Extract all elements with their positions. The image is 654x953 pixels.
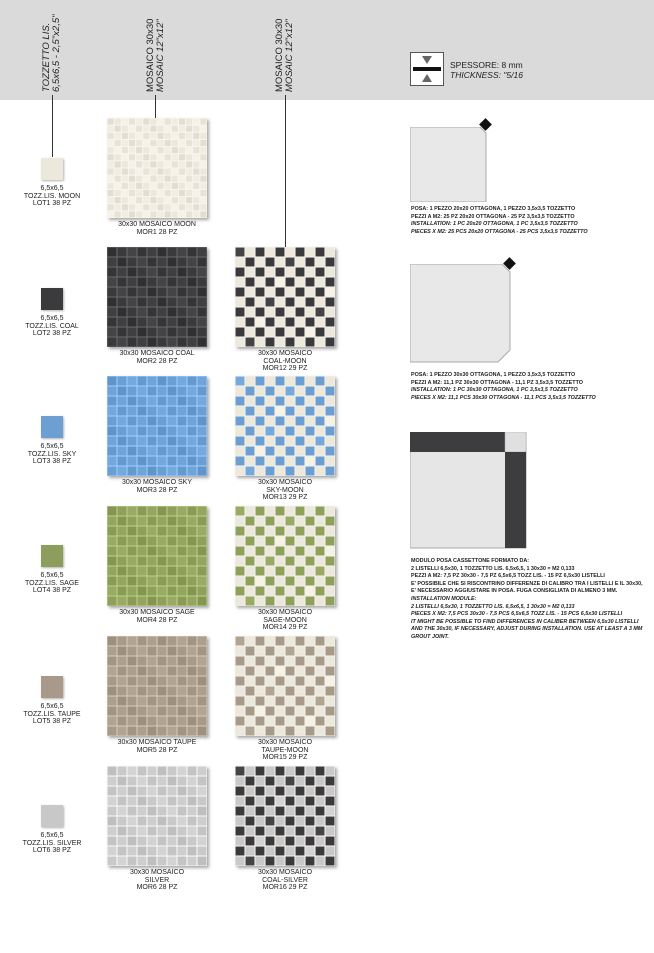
note-line: INSTALLATION MODULE: <box>411 595 477 602</box>
note-octagon-20 <box>411 206 651 236</box>
note-line: 2 LISTELLI 6,5x30, 1 TOZZETTO LIS. 6,5x6,5, 1 30x30 = M2 0,133 <box>411 565 575 572</box>
mosaic-tile-two-tone <box>235 766 335 866</box>
tozzetto-label-size: 6,5x6,5 <box>40 832 64 839</box>
note-line: PEZZI A M2: 7,5 PZ 30x30 - 7,5 PZ 6,5x6,5 TOZZ LIS. - 15 PZ 6,5x30 LISTELLI <box>411 573 605 580</box>
mosaic-tile-label-line1: 30x30 MOSAICO MOON <box>118 221 196 228</box>
tozzetto-label <box>12 703 92 726</box>
header-mosaico-2-line2: MOSAIC 12"x12" <box>284 19 295 92</box>
tozzetto-label <box>12 572 92 595</box>
mosaic-tile-label-line1: 30x30 MOSAICO COAL <box>119 350 195 357</box>
leader-line-mosaico-1 <box>155 95 156 118</box>
mosaic-tile-label-line2: MOR5 28 PZ <box>136 746 178 754</box>
octagon-tile-20x20 <box>410 127 490 202</box>
tozzetto-swatch <box>41 416 63 438</box>
tozzetto-label-name: TOZZ.LIS. SAGE <box>25 579 79 587</box>
mosaic-tile-label-line1: 30x30 MOSAICO <box>257 869 313 876</box>
tozzetto-label-code: LOT1 38 PZ <box>32 200 72 207</box>
note-line: INSTALLATION: 1 PC 20x20 OTTAGONA, 1 PC 3,5x3,5 TOZZETTO <box>411 221 578 228</box>
mosaic-tile-label-line2: MOR3 28 PZ <box>136 486 178 494</box>
header-mosaico-1-line2: MOSAIC 12"x12" <box>155 19 166 92</box>
mosaic-tile-label-line3: MOR15 29 PZ <box>262 754 308 761</box>
mosaic-tile-label-line2: SILVER <box>144 876 170 884</box>
tozzetto-label-name: TOZZ.LIS. MOON <box>23 192 81 200</box>
header-tozzetto <box>42 14 62 92</box>
tozzetto-label-code: LOT4 38 PZ <box>32 587 72 594</box>
note-line: MODULO POSA CASSETTONE FORMATO DA: <box>411 558 530 564</box>
mosaic-tile-label-line3: MOR6 28 PZ <box>136 884 178 891</box>
tozzetto-label <box>12 832 92 855</box>
note-line: 2 LISTELLI 6,5x30, 1 TOZZETTO LIS. 6,5x6,5, 1 30x30 = M2 0,133 <box>411 603 575 610</box>
mosaic-tile-label <box>220 739 350 762</box>
mosaic-tile-label-line1: 30x30 MOSAICO SAGE <box>119 609 195 616</box>
mosaic-tile-label-line1: 30x30 MOSAICO SKY <box>121 479 193 486</box>
mosaic-tile <box>107 247 207 347</box>
mosaic-tile-label-line2: TAUPE-MOON <box>261 746 309 754</box>
header-mosaico-1-line1: MOSAICO 30x30 <box>145 18 156 92</box>
tozzetto-swatch <box>41 676 63 698</box>
mosaic-tile-two-tone <box>235 506 335 606</box>
mosaic-tile-label-line2: SAGE-MOON <box>263 616 307 624</box>
thickness-en: THICKNESS: "5/16 <box>450 70 523 80</box>
note-line: PEZZI A M2: 25 PZ 20x20 OTTAGONA - 25 PZ 3,5x3,5 TOZZETTO <box>411 213 575 220</box>
tozzetto-label-name: TOZZ.LIS. COAL <box>25 322 79 330</box>
note-octagon-30 <box>411 372 651 402</box>
header-mosaico-2-line1: MOSAICO 30x30 <box>274 18 285 92</box>
note-line: AND THE 30x30, IF NECESSARY, ADJUST DURING INSTALLATION. USE AT LEAST A 3 MM <box>411 626 643 633</box>
note-line: PIECES X M2: 25 PCS 20x20 OTTAGONA - 25 PCS 3,5x3,5 TOZZETTO <box>411 228 588 235</box>
mosaic-tile-label <box>92 609 222 624</box>
tozzetto-label <box>12 185 92 208</box>
cassettone-module-diagram <box>410 432 528 550</box>
mosaic-tile-label-line2: COAL-MOON <box>263 357 307 365</box>
mosaic-tile <box>107 506 207 606</box>
mosaic-tile-label-line2: MOR4 28 PZ <box>136 616 178 624</box>
mosaic-tile-label <box>92 221 222 236</box>
tozzetto-label-name: TOZZ.LIS. SILVER <box>22 839 82 847</box>
mosaic-tile-label-line1: 30x30 MOSAICO <box>257 350 313 357</box>
mosaic-tile-label <box>220 350 350 373</box>
tozzetto-label <box>12 315 92 338</box>
mosaic-tile-label-line1: 30x30 MOSAICO <box>257 479 313 486</box>
tozzetto-label-code: LOT5 38 PZ <box>32 718 72 725</box>
note-line: PIECES X M2: 7,5 PCS 30x30 - 7,5 PCS 6,5x6,5 TOZZ LIS. - 15 PCS 6,5x30 LISTELLI <box>411 611 623 618</box>
mosaic-tile-label <box>92 350 222 365</box>
mosaic-tile-label <box>92 869 222 892</box>
mosaic-tile-label-line3: MOR14 29 PZ <box>262 624 308 631</box>
mosaic-tile-label-line3: MOR16 29 PZ <box>262 884 308 891</box>
tozzetto-label-size: 6,5x6,5 <box>40 315 64 322</box>
note-line: PIECES X M2: 11,1 PCS 30x30 OTTAGONA - 11,1 PCS 3,5x3,5 TOZZETTO <box>411 394 596 401</box>
note-line: E' POSSIBILE CHE SI RISCONTRINO DIFFERENZE DI CALIBRO TRA I LISTELLI E IL 30x30, <box>411 580 643 587</box>
mosaic-tile-label-line1: 30x30 MOSAICO TAUPE <box>117 739 197 746</box>
tozzetto-label-size: 6,5x6,5 <box>40 572 64 579</box>
tozzetto-label-name: TOZZ.LIS. TAUPE <box>23 710 81 718</box>
mosaic-tile-label-line3: MOR12 29 PZ <box>262 365 308 372</box>
tozzetto-label-size: 6,5x6,5 <box>40 443 64 450</box>
mosaic-tile-two-tone <box>235 376 335 476</box>
thickness-it: SPESSORE: 8 mm <box>450 60 523 70</box>
mosaic-tile-label-line2: COAL-SILVER <box>262 876 308 884</box>
octagon-tile-30x30 <box>410 264 512 366</box>
mosaic-tile-label-line2: MOR2 28 PZ <box>136 357 178 365</box>
header-mosaico-2 <box>275 19 295 92</box>
leader-line-mosaico-2 <box>285 95 286 247</box>
tozzetto-label-code: LOT3 38 PZ <box>32 458 72 465</box>
mosaic-tile-label-line2: MOR1 28 PZ <box>136 228 178 236</box>
mosaic-tile-two-tone <box>235 636 335 736</box>
note-line: E' NECESSARIO AGGIUSTARE IN POSA. FUGA CONSIGLIATA DI ALMENO 3 MM. <box>411 588 618 595</box>
header-tozzetto-line2: 6,5x6,5 - 2,5"x2,5" <box>51 14 62 92</box>
mosaic-tile-label <box>92 479 222 494</box>
note-line: IT MIGHT BE POSSIBLE TO FIND DIFFERENCES IN CALIBER BETWEEN 6,5x30 LISTELLI <box>411 618 639 625</box>
note-line: GROUT JOINT. <box>411 633 449 640</box>
thickness-icon <box>410 52 444 86</box>
tozzetto-swatch <box>41 288 63 310</box>
mosaic-tile <box>107 118 207 218</box>
tozzetto-label-size: 6,5x6,5 <box>40 185 64 192</box>
tozzetto-label <box>12 443 92 466</box>
leader-line-tozzetto <box>52 95 53 157</box>
mosaic-tile-label-line1: 30x30 MOSAICO <box>129 869 185 876</box>
header-tozzetto-line1: TOZZETTO LIS. <box>41 22 52 92</box>
mosaic-tile-label-line2: SKY-MOON <box>266 486 304 494</box>
mosaic-tile-label-line3: MOR13 29 PZ <box>262 494 308 501</box>
mosaic-tile <box>107 766 207 866</box>
mosaic-tile-label-line1: 30x30 MOSAICO <box>257 609 313 616</box>
mosaic-tile-label <box>220 869 350 892</box>
note-line: POSA: 1 PEZZO 30x30 OTTAGONA, 1 PEZZO 3,5x3,5 TOZZETTO <box>411 372 576 378</box>
mosaic-tile-two-tone <box>235 247 335 347</box>
tozzetto-swatch <box>41 158 63 180</box>
mosaic-tile <box>107 636 207 736</box>
note-cassettone <box>411 558 651 642</box>
header-mosaico-1 <box>146 19 166 92</box>
tozzetto-label-name: TOZZ.LIS. SKY <box>27 450 77 458</box>
tozzetto-swatch <box>41 545 63 567</box>
note-line: INSTALLATION: 1 PC 30x30 OTTAGONA, 1 PC 3,5x3,5 TOZZETTO <box>411 387 578 394</box>
header-band <box>0 0 654 100</box>
mosaic-tile-label <box>92 739 222 754</box>
note-line: PEZZI A M2: 11,1 PZ 30x30 OTTAGONA - 11,1 PZ 3,5x3,5 TOZZETTO <box>411 379 583 386</box>
mosaic-tile-label <box>220 609 350 632</box>
mosaic-tile <box>107 376 207 476</box>
tozzetto-swatch <box>41 805 63 827</box>
tozzetto-label-code: LOT6 38 PZ <box>32 847 72 854</box>
thickness-text <box>450 60 523 80</box>
tozzetto-label-code: LOT2 38 PZ <box>32 330 72 337</box>
mosaic-tile-label-line1: 30x30 MOSAICO <box>257 739 313 746</box>
mosaic-tile-label <box>220 479 350 502</box>
tozzetto-label-size: 6,5x6,5 <box>40 703 64 710</box>
note-line: POSA: 1 PEZZO 20x20 OTTAGONA, 1 PEZZO 3,5x3,5 TOZZETTO <box>411 206 576 212</box>
